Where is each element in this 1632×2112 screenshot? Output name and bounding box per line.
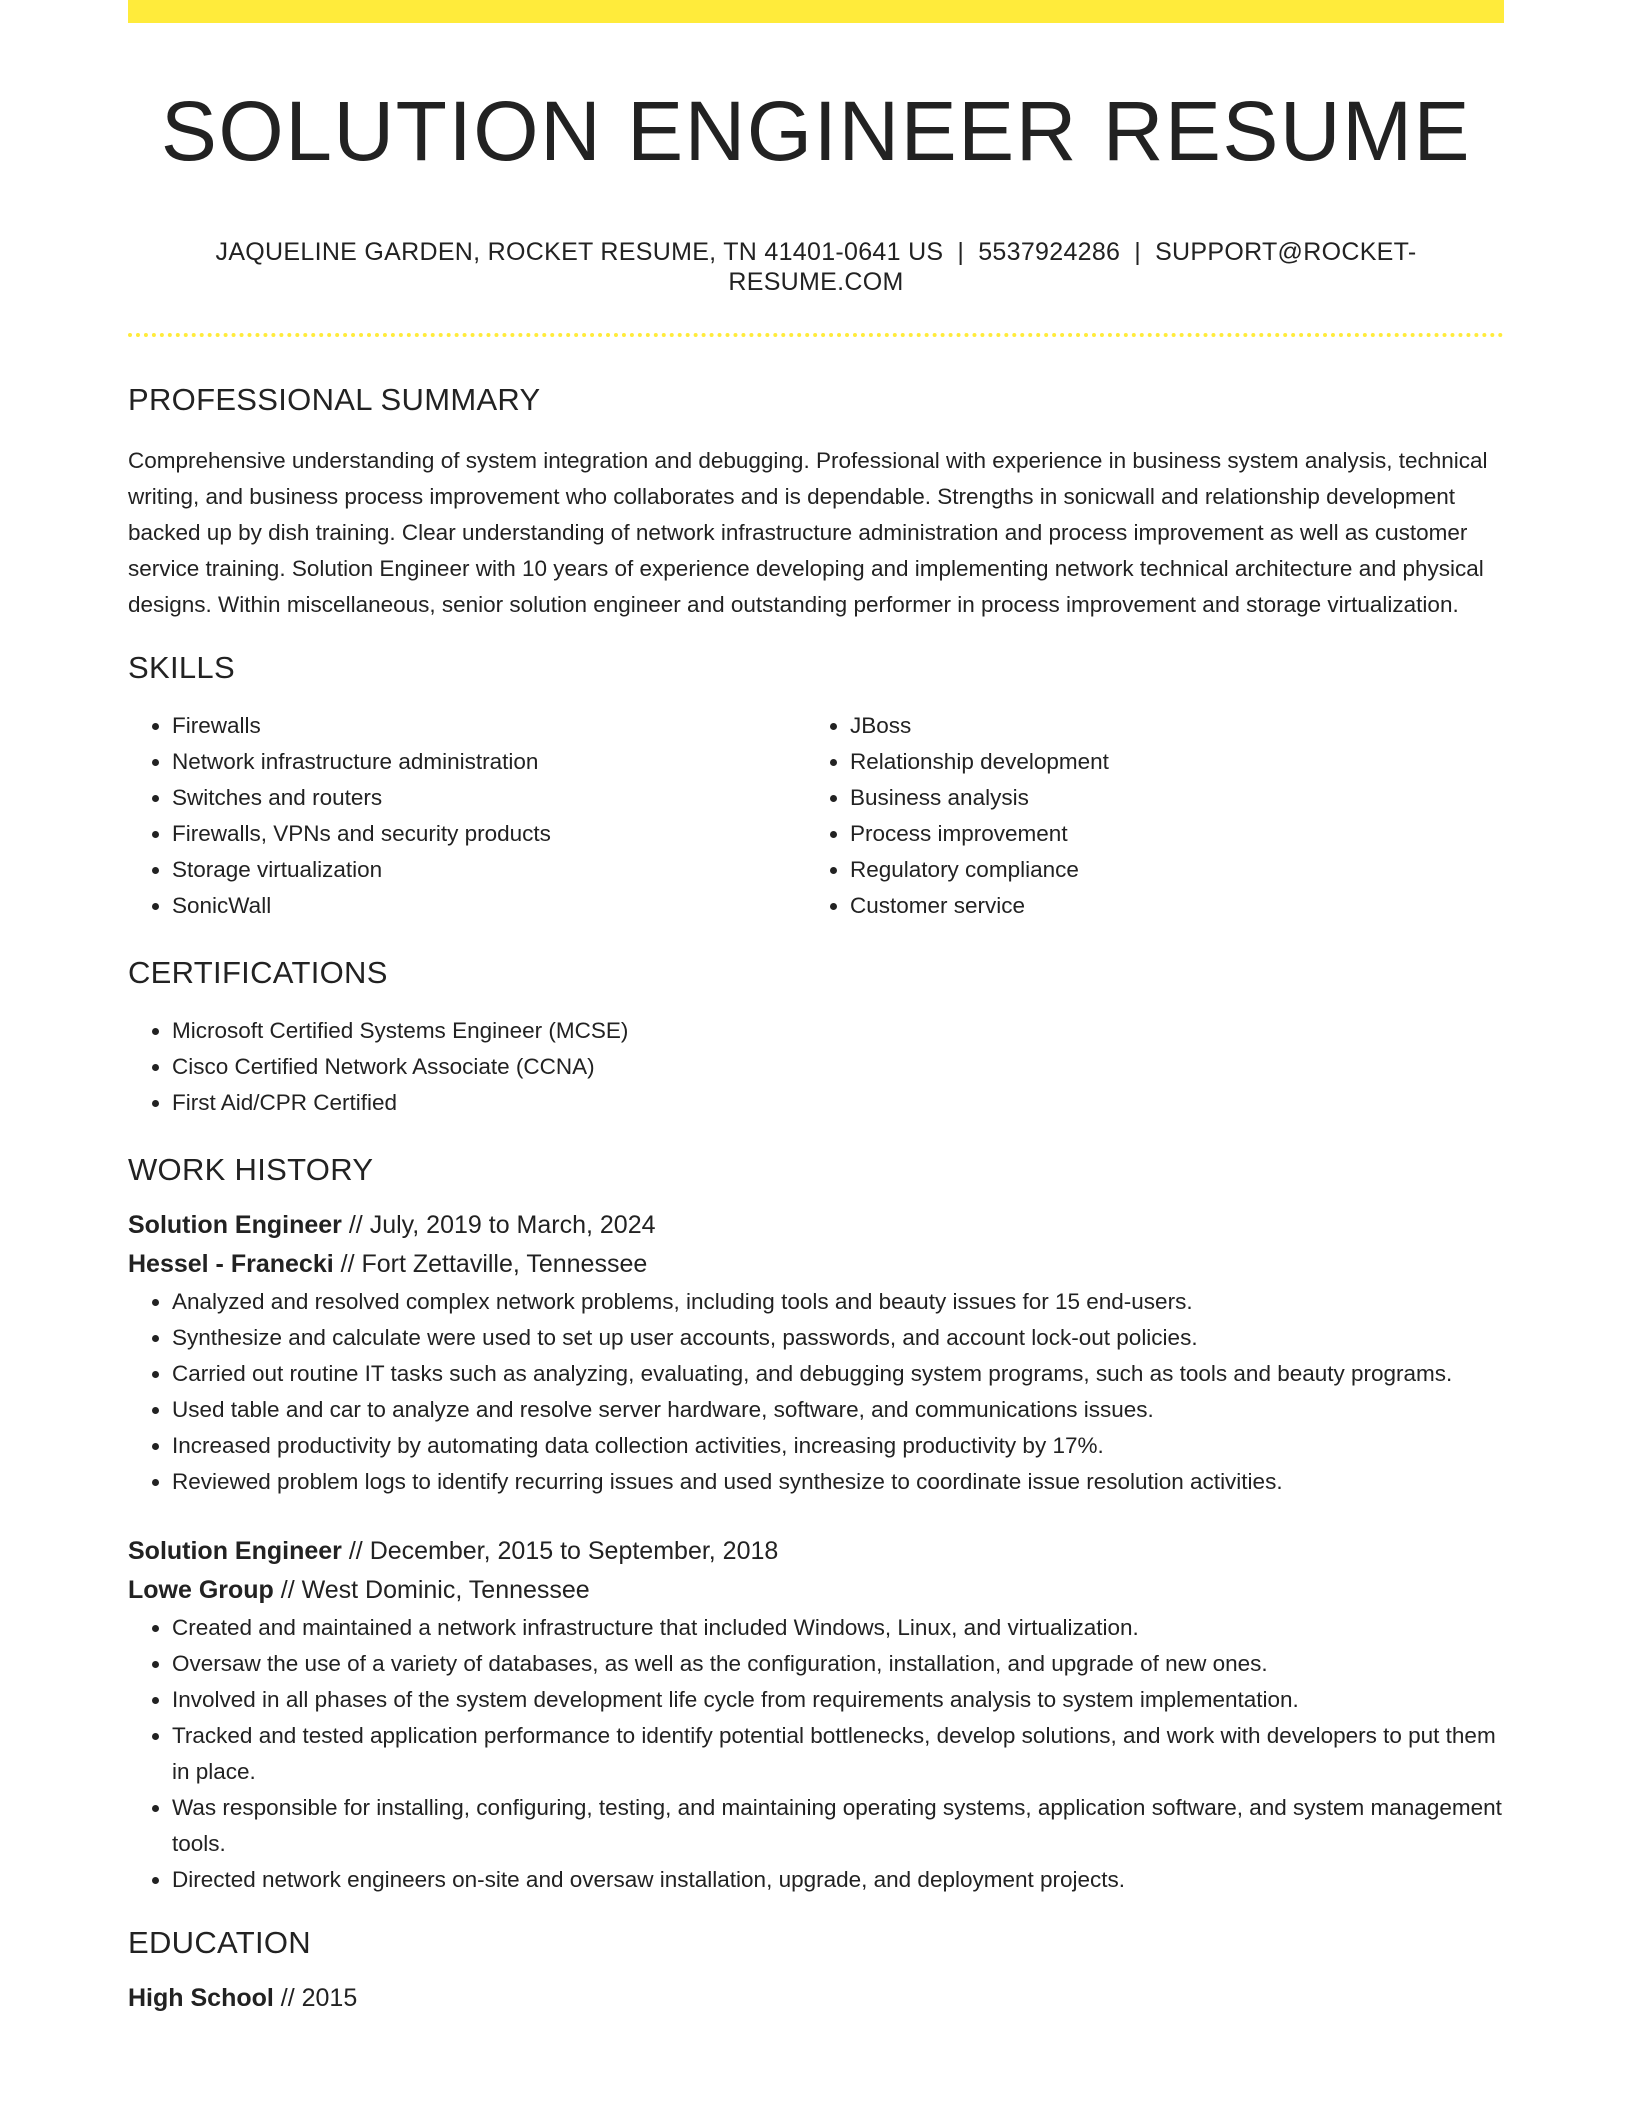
skills-heading: SKILLS [128,649,235,685]
skill-item: • Storage virtualization [172,852,806,888]
job-duties-list [128,1610,1504,1898]
skills-column-left [128,708,806,924]
job-dates: // July, 2019 to March, 2024 [341,1211,656,1240]
job-duty-item: • Analyzed and resolved complex network problems, including tools and beauty issues for 15 end-users. [172,1284,1504,1320]
contact-separator: | [957,238,965,267]
contact-email: SUPPORT@ROCKET-RESUME.COM [728,238,1417,297]
summary-text: Comprehensive understanding of system integration and debugging. Professional with experience in business system analysis, technical writing, and business process improvement who collaborates and is dependable. Strengths in sonicwall and relationship development backed up by dish training. Clear understanding of network infrastructure administration and process improvement as well as customer service training. Solution Engineer with 10 years of experience developing and implementing network technical architecture and physical designs. Within miscellaneous, senior solution engineer and outstanding performer in process improvement and storage virtualization. [128,447,1488,617]
education-entry [128,1979,1504,2018]
skills-column-right [806,708,1484,924]
top-accent-bar [128,0,1504,23]
job-duty-item: • Directed network engineers on-site and oversaw installation, upgrade, and deployment projects. [172,1862,1504,1898]
job-duty-item: • Synthesize and calculate were used to set up user accounts, passwords, and account lock-out policies. [172,1320,1504,1356]
education-heading: EDUCATION [128,1925,311,1961]
contact-separator: | [1134,238,1142,267]
summary-heading: PROFESSIONAL SUMMARY [128,382,541,418]
skill-item: • Relationship development [850,744,1484,780]
skills-grid [128,708,1504,924]
job-role: Solution Engineer [128,1211,342,1240]
job-duty-item: • Reviewed problem logs to identify recurring issues and used synthesize to coordinate issue resolution activities. [172,1464,1504,1500]
skill-item: • Process improvement [850,816,1484,852]
job-duty-item: • Carried out routine IT tasks such as analyzing, evaluating, and debugging system programs, such as tools and beauty programs. [172,1356,1504,1392]
job-duty-item: • Oversaw the use of a variety of databases, as well as the configuration, installation, and upgrade of new ones. [172,1646,1504,1682]
skills-list-left [128,708,806,924]
job-duty-item: • Created and maintained a network infrastructure that included Windows, Linux, and virtualization. [172,1610,1504,1646]
skills-list-right [806,708,1484,924]
education-school: High School [128,1984,274,2013]
job-entry [128,1532,1504,1898]
skill-item: • Customer service [850,888,1484,924]
certification-item: • First Aid/CPR Certified [172,1085,1504,1121]
job-title-line [128,1206,1504,1245]
job-duty-item: • Used table and car to analyze and resolve server hardware, software, and communications issues. [172,1392,1504,1428]
job-duties-list [128,1284,1504,1500]
job-entry [128,1206,1504,1500]
education-section [128,1924,1504,2018]
contact-line [128,237,1504,297]
job-company: Hessel - Franecki [128,1250,334,1279]
job-duty-item: • Increased productivity by automating data collection activities, increasing productivity by 17%. [172,1428,1504,1464]
skills-section [128,649,1504,924]
skill-item: • Firewalls [172,708,806,744]
skill-item: • Business analysis [850,780,1484,816]
certifications-list [128,1013,1504,1121]
job-company-line [128,1245,1504,1284]
job-location: // Fort Zettaville, Tennessee [333,1250,648,1279]
skill-item: • JBoss [850,708,1484,744]
job-location: // West Dominic, Tennessee [273,1576,590,1605]
skill-item: • Firewalls, VPNs and security products [172,816,806,852]
dotted-divider [128,333,1504,337]
certifications-heading: CERTIFICATIONS [128,954,388,990]
skill-item: • SonicWall [172,888,806,924]
job-duty-item: • Involved in all phases of the system development life cycle from requirements analysis to system implementation. [172,1682,1504,1718]
job-role: Solution Engineer [128,1537,342,1566]
contact-phone: 5537924286 [978,238,1121,267]
skill-item: • Switches and routers [172,780,806,816]
summary-section [128,381,1504,622]
job-company: Lowe Group [128,1576,274,1605]
certification-item: • Microsoft Certified Systems Engineer (MCSE) [172,1013,1504,1049]
contact-address: JAQUELINE GARDEN, ROCKET RESUME, TN 41401-0641 US [215,238,944,267]
education-year: // 2015 [273,1984,358,2013]
certification-item: • Cisco Certified Network Associate (CCNA) [172,1049,1504,1085]
resume-title: SOLUTION ENGINEER RESUME [160,84,1472,178]
work-history-section [128,1151,1504,1898]
skill-item: • Network infrastructure administration [172,744,806,780]
skill-item: • Regulatory compliance [850,852,1484,888]
job-duty-item: • Was responsible for installing, configuring, testing, and maintaining operating systems, application software, and system management tools. [172,1790,1504,1862]
job-company-line [128,1571,1504,1610]
job-title-line [128,1532,1504,1571]
job-dates: // December, 2015 to September, 2018 [341,1537,779,1566]
certifications-section [128,954,1504,1121]
work-history-heading: WORK HISTORY [128,1151,374,1187]
resume-page [128,0,1504,2018]
job-duty-item: • Tracked and tested application performance to identify potential bottlenecks, develop solutions, and work with developers to put them in place. [172,1718,1504,1790]
